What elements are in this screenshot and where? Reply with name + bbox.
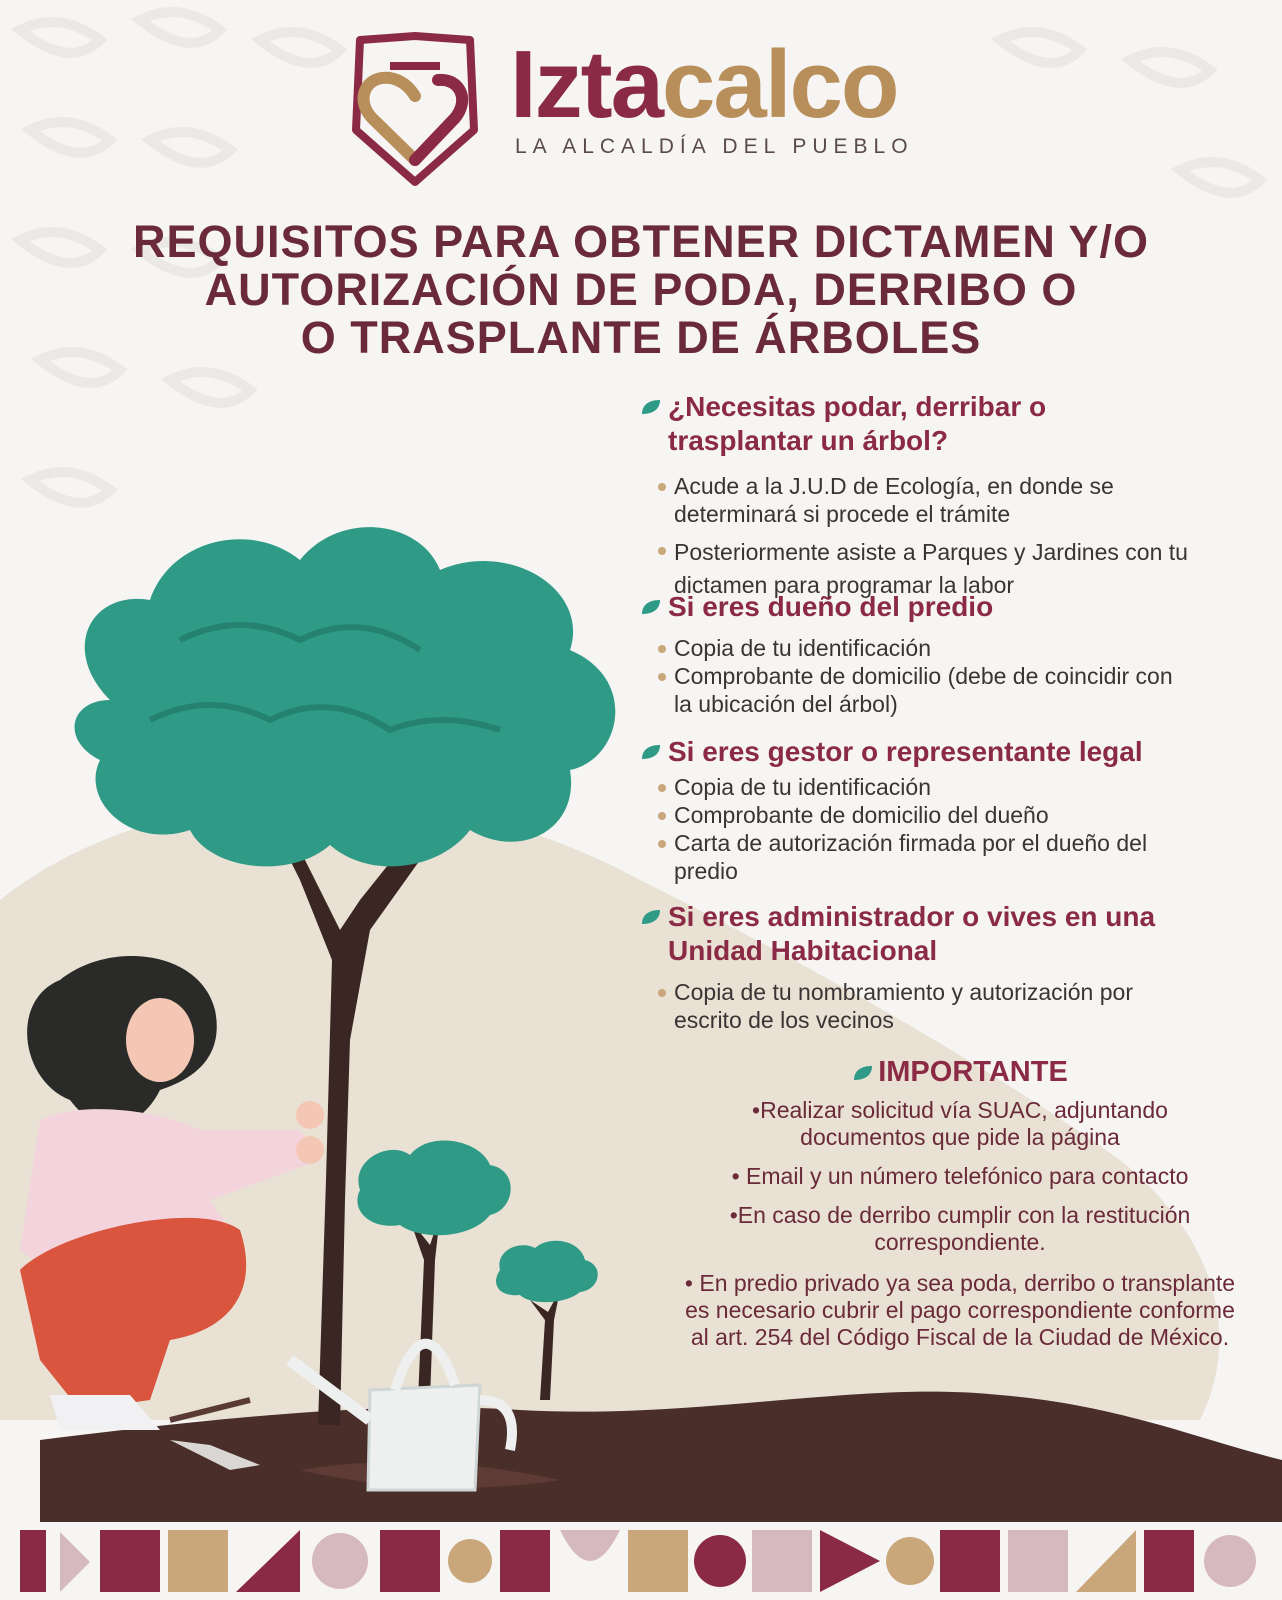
- list-item: Acude a la J.U.D de Ecología, en donde se determinará si procede el trámite: [640, 472, 1194, 528]
- section-heading: ¿Necesitas podar, derribar o trasplantar un árbol?: [640, 390, 1128, 458]
- section-heading: Si eres administrador o vives en una Unidad Habitacional: [640, 900, 1168, 968]
- list-item: Carta de autorización firmada por el dueño del predio: [640, 829, 1214, 885]
- section-owner: [640, 590, 1240, 718]
- title-line-2: AUTORIZACIÓN DE PODA, DERRIBO O: [204, 264, 1078, 315]
- page-title: [60, 218, 1222, 362]
- important-item: • En predio privado ya sea poda, derribo o transplante es necesario cubrir el pago correspondiente conforme al art. 254 del Código Fiscal de la Ciudad de México.: [684, 1270, 1236, 1350]
- important-heading: IMPORTANTE: [852, 1055, 1068, 1089]
- list-item: Copia de tu identificación: [640, 634, 1240, 662]
- important-section: [680, 1055, 1240, 1351]
- leaf-icon: [640, 598, 662, 616]
- logo-name: Iztacalco: [510, 31, 898, 138]
- title-line-1: REQUISITOS PARA OBTENER DICTAMEN Y/O: [132, 216, 1150, 267]
- important-item: •Realizar solicitud vía SUAC, adjuntando documentos que pide la página: [752, 1097, 1168, 1150]
- decorative-footer-pattern: [0, 1522, 1282, 1600]
- list-item: Comprobante de domicilio del dueño: [640, 801, 1240, 829]
- important-item: • Email y un número telefónico para contacto: [731, 1163, 1189, 1189]
- section-agent: [640, 735, 1240, 885]
- important-item: •En caso de derribo cumplir con la restitución correspondiente.: [729, 1202, 1191, 1255]
- section-admin: [640, 900, 1240, 1034]
- leaf-icon: [640, 908, 662, 926]
- list-item: Comprobante de domicilio (debe de coincidir con la ubicación del árbol): [640, 662, 1194, 718]
- title-line-3: O TRASPLANTE DE ÁRBOLES: [300, 312, 982, 363]
- leaf-icon: [852, 1064, 874, 1082]
- logo-tagline: LA ALCALDÍA DEL PUEBLO: [515, 135, 914, 158]
- section-heading: Si eres dueño del predio: [640, 590, 1240, 624]
- section-need: [640, 390, 1240, 602]
- tree-canopy: [75, 527, 616, 866]
- watering-can: [368, 1385, 480, 1490]
- heart-shield-icon: [350, 30, 480, 190]
- list-item: Posteriormente asiste a Parques y Jardines con tu dictamen para programar la labor: [640, 536, 1194, 602]
- leaf-icon: [640, 743, 662, 761]
- iztacalco-logo: [360, 30, 920, 190]
- leaf-icon: [640, 398, 662, 416]
- list-item: Copia de tu nombramiento y autorización por escrito de los vecinos: [640, 978, 1204, 1034]
- section-heading: Si eres gestor o representante legal: [640, 735, 1240, 769]
- list-item: Copia de tu identificación: [640, 773, 1240, 801]
